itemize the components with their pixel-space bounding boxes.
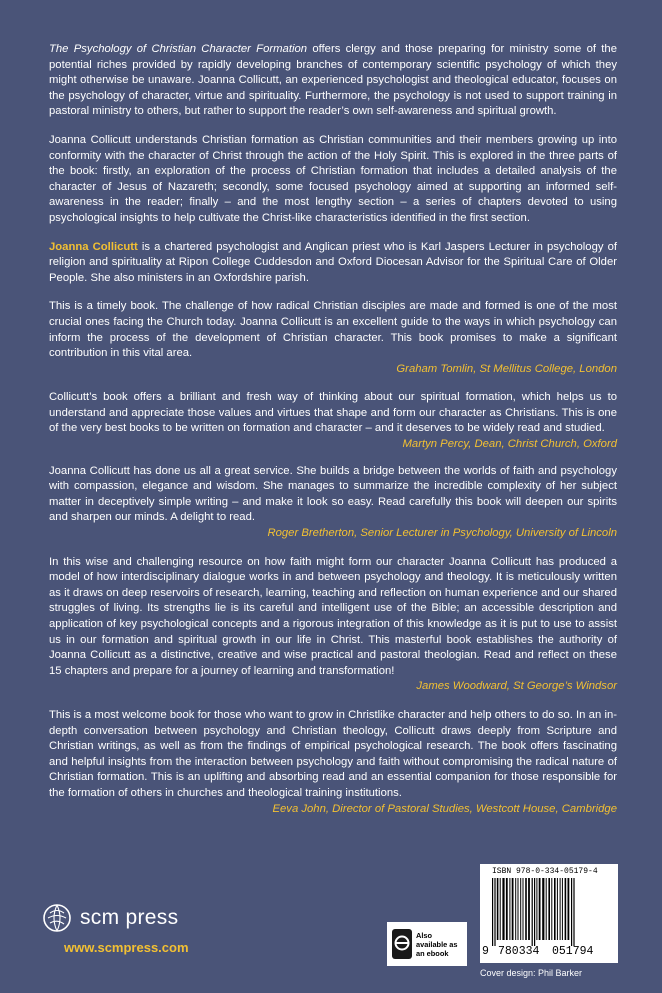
review-text: In this wise and challenging resource on how faith might form our character Joanna Collicutt has produced a model of how interdisciplinary dialogue works in and between psychology and theology. It is meticulously written as it draws on deep reservoirs of research, learning, teaching and reflection on human experience and our shared struggles of living. Its strengths lie is its careful and intelligent use of the Bible; an accessible description and application of key psychological concepts and a rigorous integration of this knowledge as it is put to use to assist us in our formation and spiritual growth in our life in Christ. This masterful book establishes the authority of Joanna Collicutt as a distinctive, creative and wise practical and pastoral theologian. Read and reflect on these 15 chapters and prepare for a journey of learning and transformation! [49,555,617,677]
publisher-logo [42,903,189,933]
book-title: The Psychology of Christian Character Formation [49,43,308,55]
intro-paragraph-2: Joanna Collicutt understands Christian formation as Christian communities and their members growing up into conformity with the character of Christ through the action of the Holy Spirit. This is explored in the three parts of the book: firstly, an exploration of the process of Christian formation that includes a detailed analysis of the character of Jesus of Nazareth; secondly, some focused psychology aimed at supporting an informed self-awareness in the reader; finally – and the most lengthy section – a series of chapters devoted to using psychological insights to help cultivate the Christ-like characteristics identified in the first section. [49,133,617,224]
review-attribution: Roger Bretherton, Senior Lecturer in Psychology, University of Lincoln [267,527,617,540]
ebook-e-icon [391,928,413,960]
review-attribution: James Woodward, St George’s Windsor [416,680,617,693]
barcode-digits: 9 [482,945,489,958]
review-text: This is a timely book. The challenge of how radical Christian disciples are made and formed is one of the most crucial ones facing the Church today. Joanna Collicutt is an excellent guide to the ways in which psychology can inform the process of the development of Christian character. This book promises to make a significant contribution in this vital area. [49,300,617,360]
intro-text-1: offers clergy and those preparing for ministry some of the potential riches provided by rapidly developing branches of contemporary scientific psychology of which they might otherwise be unaware. Joanna Collicutt, an experienced psychologist and theological educator, focuses on the psychology of character, virtue and spirituality. Furthermore, the psychology is not used to support training in pastoral ministry to others, but rather to support the reader’s own self-awareness and spiritual growth. [49,43,617,118]
review-text: This is a most welcome book for those who want to grow in Christlike character and help others to do so. In an in-depth conversation between psychology and Christian theology, Collicutt draws deeply from Scripture and Christian writings, as well as from the findings of empirical psychological research. The book offers fascinating and helpful insights from the interaction between psychology and faith without compromising the radical nature of Christian formation. This is an uplifting and absorbing read and an essential companion for those responsible for the formation of others in churches and theological training institutions. [49,708,617,799]
barcode-digits: 051794 [552,945,594,958]
review-text: Joanna Collicutt has done us all a great service. She builds a bridge between the worlds of faith and psychology with compassion, elegance and wisdom. She manages to summarize the incredible complexity of her subject matter in deceptively simple writing – and make it look so easy. Read carefully this book will deepen our spirits and sharpen our minds. A delight to read. [49,464,617,524]
barcode [480,864,618,963]
back-cover-text [49,42,617,817]
ebook-label: Also available as an ebook [416,930,458,958]
cover-design-credit: Cover design: Phil Barker [480,968,583,978]
author-bio-text: is a chartered psychologist and Anglican priest who is Karl Jaspers Lecturer in psychology of religion and spirituality at Ripon College Cuddesdon and Oxford Diocesan Advisor for the Spiritual Care of Older People. She also ministers in an Oxfordshire parish. [49,240,618,284]
scm-globe-icon [42,903,72,933]
review-attribution: Eeva John, Director of Pastoral Studies, Westcott House, Cambridge [272,802,617,815]
publisher-website[interactable]: www.scmpress.com [64,940,189,955]
isbn-label: ISBN 978-0-334-05179-4 [492,867,598,876]
review-text: Collicutt’s book offers a brilliant and fresh way of thinking about our spiritual formation, which helps us to understand and appreciate those values and virtues that shape and form our character as Christians. This is one of the very best books to be written on formation and character – and it deserves to be widely read and studied. [49,391,617,435]
author-name: Joanna Collicutt [49,240,138,253]
publisher-block [42,903,189,955]
barcode-bars [480,864,618,963]
review-attribution: Martyn Percy, Dean, Christ Church, Oxford [402,438,617,451]
review-attribution: Graham Tomlin, St Mellitus College, London [396,362,617,375]
publisher-name: scm press [80,906,179,929]
barcode-digits: 780334 [498,945,540,958]
intro-paragraph-1 [49,42,617,120]
author-bio [49,240,617,287]
ebook-badge [387,922,467,966]
